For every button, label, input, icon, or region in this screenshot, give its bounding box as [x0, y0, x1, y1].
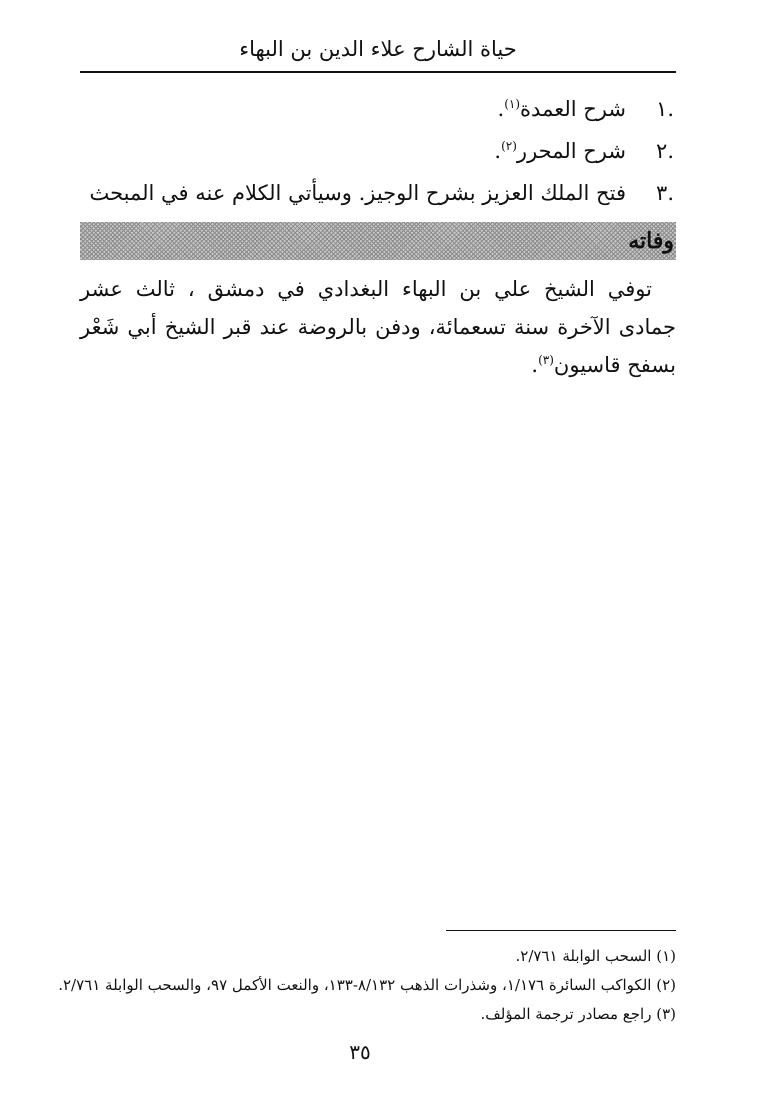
footnote: (١) السحب الوابلة ٢/٧٦١. [515, 947, 676, 965]
list-item-end: . [497, 97, 505, 121]
list-number: .٣ [656, 181, 674, 205]
list-text [80, 130, 626, 172]
list-number: .١ [656, 97, 674, 121]
body-paragraph [80, 270, 676, 384]
page-number: ٣٥ [349, 1040, 371, 1064]
list-item-title: شرح المحرر [516, 139, 626, 163]
section-heading: وفاته [628, 228, 674, 254]
footnote-marker: (٣) [538, 353, 554, 367]
list-item [80, 172, 676, 214]
footnote-rule [446, 930, 676, 931]
list-item [80, 88, 676, 130]
footnotes [58, 942, 676, 1029]
footnote-marker: (٢) [501, 139, 517, 153]
footnote: (٣) راجع مصادر ترجمة المؤلف. [480, 1005, 676, 1023]
works-list [80, 88, 676, 214]
list-text [80, 88, 626, 130]
body-text: توفي الشيخ علي بن البهاء البغدادي في دمشق ، ثالث عشر جمادى الآخرة سنة تسعمائة، ودفن بالروضة عند قبر الشيخ أبي شَعْر بسفح قاسيون [80, 277, 676, 377]
list-item [80, 130, 676, 172]
footnote-marker: (١) [504, 97, 521, 111]
footnote: (٢) الكواكب السائرة ١/١٧٦، وشذرات الذهب ٨/١٣٢-١٣٣، والنعت الأكمل ٩٧، والسحب الوابلة ٢/٧٦١. [58, 976, 676, 994]
list-number: .٢ [656, 139, 674, 163]
list-item-title: فتح الملك العزيز بشرح الوجيز. وسيأتي الكلام عنه في المبحث [89, 181, 626, 205]
list-item-title: شرح العمدة [520, 97, 626, 121]
body-end: . [531, 353, 539, 377]
section-heading-bar [80, 222, 676, 260]
header-rule [80, 71, 676, 73]
running-head: حياة الشارح علاء الدين بن البهاء [239, 37, 517, 61]
list-item-end: . [494, 139, 502, 163]
